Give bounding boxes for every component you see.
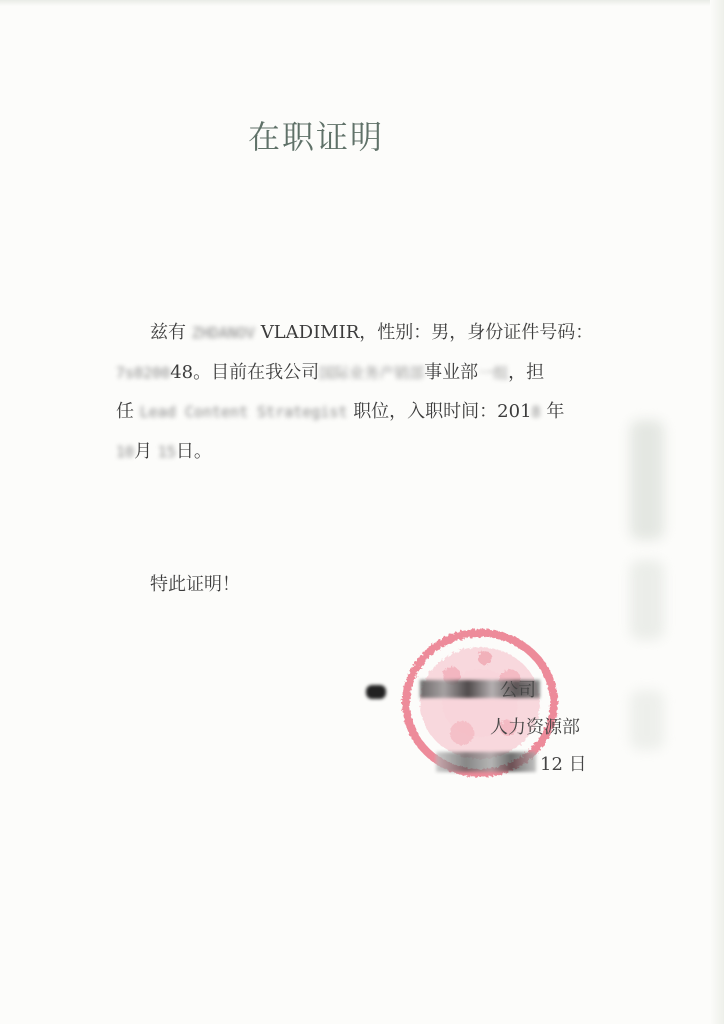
redacted-company: 国际业务产销部	[319, 364, 425, 382]
line-text: 职位，入职时间：201	[353, 401, 532, 422]
line-prefix: 兹有	[150, 322, 186, 343]
document-title: 在职证明	[248, 118, 385, 156]
redacted-department: 一组	[478, 364, 509, 382]
margin-smudge	[630, 690, 664, 750]
line-text: 事业部	[424, 362, 479, 383]
paragraph-line-1	[150, 318, 593, 344]
redacted-name: ZHDANOV	[191, 324, 255, 342]
line-text: 年	[546, 401, 565, 422]
margin-smudge	[630, 560, 664, 640]
scan-top-edge	[0, 0, 724, 6]
margin-smudge	[630, 420, 664, 540]
redacted-day: 15	[157, 443, 176, 461]
redacted-position: Lead Content Strategist	[139, 403, 348, 421]
line-text: 月	[134, 441, 153, 462]
line-text: ，担	[508, 362, 545, 383]
redacted-month: 10	[116, 443, 135, 461]
line-text: VLADIMIR，性别：男，身份证件号码：	[260, 322, 594, 343]
line-text: 日。	[175, 441, 212, 462]
redaction-mark	[366, 685, 386, 699]
line-text: 48。目前在我公司	[170, 362, 320, 383]
redacted-year-digit: 8	[531, 403, 541, 421]
signature-date: 12 日	[540, 754, 587, 775]
signature-department: 人力资源部	[490, 717, 580, 738]
paragraph-line-3	[116, 397, 564, 423]
line-prefix: 任	[116, 401, 134, 422]
signature-company: 公司	[500, 680, 536, 701]
redaction-mark	[436, 752, 536, 772]
paragraph-line-2	[116, 358, 544, 384]
scan-right-edge	[710, 0, 724, 1024]
paragraph-line-4	[116, 437, 212, 463]
redacted-id-number: 7s0200	[116, 364, 171, 382]
closing-statement: 特此证明！	[150, 574, 240, 595]
